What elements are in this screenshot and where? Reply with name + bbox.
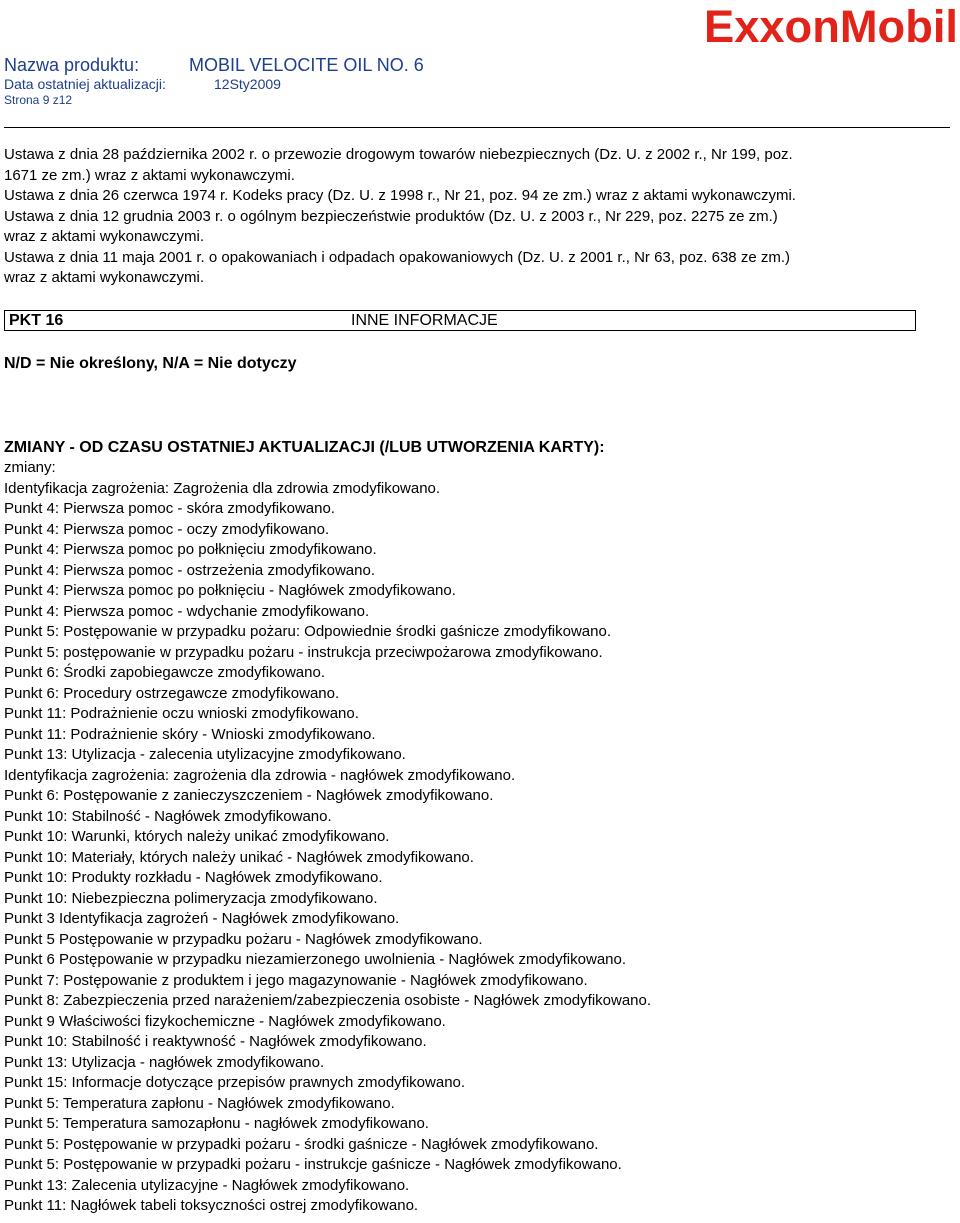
change-line: Punkt 10: Warunki, których należy unikać zmodyfikowano.	[4, 828, 390, 845]
change-line: Punkt 15: Informacje dotyczące przepisów prawnych zmodyfikowano.	[4, 1074, 466, 1091]
product-name-label: Nazwa produktu:	[4, 55, 140, 75]
change-line: Punkt 10: Stabilność - Nagłówek zmodyfikowano.	[4, 807, 332, 825]
change-line: Punkt 4: Pierwsza pomoc - ostrzeżenia zmodyfikowano.	[4, 561, 375, 579]
change-line: Punkt 4: Pierwsza pomoc - oczy zmodyfikowano.	[4, 520, 330, 538]
header-divider	[4, 127, 950, 128]
change-line: Punkt 7: Postępowanie z produktem i jego magazynowanie - Nagłówek zmodyfikowano.	[4, 971, 588, 989]
change-line: Punkt 4: Pierwsza pomoc po połknięciu - Nagłówek zmodyfikowano.	[4, 582, 456, 599]
change-line: Punkt 5: Postępowanie w przypadki pożaru - instrukcje gaśnicze - Nagłówek zmodyfikowano.	[4, 1156, 622, 1173]
change-line: Punkt 5: Temperatura samozapłonu - nagłówek zmodyfikowano.	[4, 1115, 429, 1132]
change-line: Punkt 10: Niebezpieczna polimeryzacja zmodyfikowano.	[4, 889, 378, 907]
change-line: Punkt 6: Postępowanie z zanieczyszczeniem - Nagłówek zmodyfikowano.	[4, 787, 494, 804]
abbreviations-note: N/D = Nie określony, N/A = Nie dotyczy	[4, 355, 297, 372]
regulation-line: Ustawa z dnia 26 czerwca 1974 r. Kodeks pracy (Dz. U. z 1998 r., Nr 21, poz. 94 ze zm.) wraz z aktami wykonawczymi.	[4, 187, 796, 204]
changes-list	[4, 458, 651, 1217]
regulation-line: Ustawa z dnia 11 maja 2001 r. o opakowaniach i odpadach opakowaniowych (Dz. U. z 2001 r., Nr 63, poz. 638 ze zm.)	[4, 248, 790, 266]
change-line: Punkt 13: Utylizacja - nagłówek zmodyfikowano.	[4, 1053, 325, 1071]
logo-text: ExxonMobil	[704, 2, 958, 50]
change-line: Punkt 5: Temperatura zapłonu - Nagłówek zmodyfikowano.	[4, 1094, 395, 1112]
product-name-value: MOBIL VELOCITE OIL NO. 6	[189, 55, 424, 75]
change-line: Punkt 9 Właściwości fizykochemiczne - Nagłówek zmodyfikowano.	[4, 1012, 446, 1030]
change-line: Punkt 11: Nagłówek tabeli toksyczności ostrej zmodyfikowano.	[4, 1197, 419, 1214]
change-line: Punkt 10: Materiały, których należy unikać - Nagłówek zmodyfikowano.	[4, 848, 474, 866]
change-line: Punkt 13: Zalecenia utylizacyjne - Nagłówek zmodyfikowano.	[4, 1176, 410, 1194]
change-line: Punkt 5: postępowanie w przypadku pożaru - instrukcja przeciwpożarowa zmodyfikowano.	[4, 643, 603, 661]
change-line: Identyfikacja zagrożenia: zagrożenia dla zdrowia - nagłówek zmodyfikowano.	[4, 766, 516, 784]
change-line: Punkt 11: Podrażnienie skóry - Wnioski zmodyfikowano.	[4, 725, 376, 743]
page-number: Strona 9 z12	[4, 93, 73, 107]
product-name-line	[4, 54, 424, 76]
regulation-line: wraz z aktami wykonawczymi.	[4, 269, 205, 286]
change-line: Punkt 4: Pierwsza pomoc - wdychanie zmodyfikowano.	[4, 602, 370, 620]
last-update-line	[4, 76, 424, 93]
change-line: Punkt 6 Postępowanie w przypadku niezamierzonego uwolnienia - Nagłówek zmodyfikowano.	[4, 951, 627, 968]
section-number: PKT 16	[9, 312, 64, 329]
change-line: Punkt 6: Środki zapobiegawcze zmodyfikowano.	[4, 664, 326, 681]
document-header	[4, 54, 424, 108]
change-line: Identyfikacja zagrożenia: Zagrożenia dla zdrowia zmodyfikowano.	[4, 479, 441, 497]
change-line: Punkt 13: Utylizacja - zalecenia utylizacyjne zmodyfikowano.	[4, 746, 406, 763]
regulation-line: Ustawa z dnia 12 grudnia 2003 r. o ogólnym bezpieczeństwie produktów (Dz. U. z 2003 r., Nr 229, poz. 2275 ze zm.)	[4, 207, 778, 225]
section-header	[4, 310, 916, 331]
change-line: Punkt 5: Postępowanie w przypadki pożaru - środki gaśnicze - Nagłówek zmodyfikowano.	[4, 1135, 599, 1153]
section-title: INNE INFORMACJE	[351, 312, 498, 329]
regulation-line: wraz z aktami wykonawczymi.	[4, 228, 205, 245]
last-update-label: Data ostatniej aktualizacji:	[4, 76, 166, 92]
change-line: Punkt 4: Pierwsza pomoc - skóra zmodyfikowano.	[4, 500, 335, 517]
change-line: Punkt 5 Postępowanie w przypadku pożaru - Nagłówek zmodyfikowano.	[4, 930, 483, 948]
regulations-list	[4, 145, 796, 289]
changes-heading: ZMIANY - OD CZASU OSTATNIEJ AKTUALIZACJI (/LUB UTWORZENIA KARTY):	[4, 439, 605, 456]
change-line: Punkt 10: Stabilność i reaktywność - Nagłówek zmodyfikowano.	[4, 1033, 427, 1050]
exxonmobil-logo	[704, 2, 960, 50]
regulation-line: 1671 ze zm.) wraz z aktami wykonawczymi.	[4, 166, 295, 184]
last-update-value: 12Sty2009	[214, 76, 281, 92]
change-line: Punkt 6: Procedury ostrzegawcze zmodyfikowano.	[4, 684, 340, 702]
change-line: Punkt 11: Podrażnienie oczu wnioski zmodyfikowano.	[4, 705, 359, 722]
change-line: Punkt 4: Pierwsza pomoc po połknięciu zmodyfikowano.	[4, 541, 377, 558]
change-line: Punkt 5: Postępowanie w przypadku pożaru: Odpowiednie środki gaśnicze zmodyfikowano.	[4, 623, 612, 640]
change-line: zmiany:	[4, 459, 56, 476]
change-line: Punkt 8: Zabezpieczenia przed narażeniem/zabezpieczenia osobiste - Nagłówek zmodyfikowano.	[4, 992, 652, 1009]
change-line: Punkt 10: Produkty rozkładu - Nagłówek zmodyfikowano.	[4, 869, 383, 886]
regulation-line: Ustawa z dnia 28 października 2002 r. o przewozie drogowym towarów niebezpiecznych (Dz. U. z 2002 r., Nr 199, poz.	[4, 146, 793, 163]
change-line: Punkt 3 Identyfikacja zagrożeń - Nagłówek zmodyfikowano.	[4, 910, 400, 927]
